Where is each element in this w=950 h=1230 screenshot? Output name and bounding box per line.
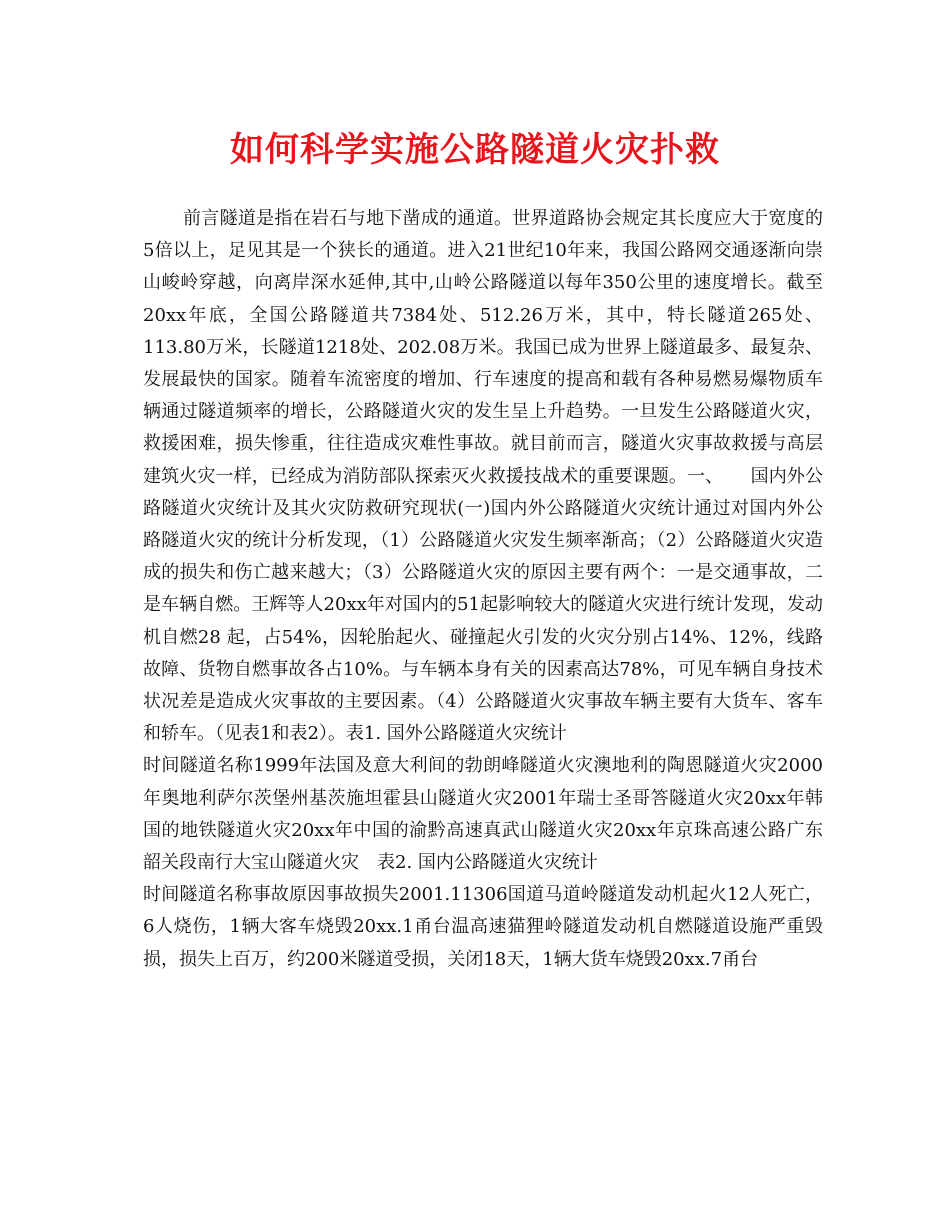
paragraph-intro: 前言隧道是指在岩石与地下凿成的通道。世界道路协会规定其长度应大于宽度的5倍以上，足见其是一个狭长的通道。进入21世纪10年来，我国公路网交通逐渐向崇山峻岭穿越，向离岸深水延伸,其中,山岭公路隧道以每年350公里的速度增长。截至20xx年底，全国公路隧道共7384处、512.26万米，其中，特长隧道265处、113.80万米，长隧道1218处、202.08万米。我国已成为世界上隧道最多、最复杂、发展最快的国家。随着车流密度的增加、行车速度的提高和载有各种易燃易爆物质车辆通过隧道频率的增长，公路隧道火灾的发生呈上升趋势。一旦发生公路隧道火灾，救援困难，损失惨重，往往造成灾难性事故。就目前而言，隧道火灾事故救援与高层建筑火灾一样，已经成为消防部队探索灭火救援技战术的重要课题。一、 国内外公路隧道火灾统计及其火灾防救研究现状(一)国内外公路隧道火灾统计通过对国内外公路隧道火灾的统计分析发现，（1）公路隧道火灾发生频率渐高；（2）公路隧道火灾造成的损失和伤亡越来越大；（3）公路隧道火灾的原因主要有两个：一是交通事故，二是车辆自燃。王辉等人20xx年对国内的51起影响较大的隧道火灾进行统计发现，发动机自燃28 起，占54%，因轮胎起火、碰撞起火引发的火灾分别占14%、12%，线路故障、货物自燃事故各占10%。与车辆本身有关的因素高达78%，可见车辆自身技术状况差是造成火灾事故的主要因素。（4）公路隧道火灾事故车辆主要有大货车、客车和轿车。（见表1和表2）。表1. 国外公路隧道火灾统计 — [143, 208, 823, 745]
document-body — [143, 203, 823, 976]
paragraph-table-2: 时间隧道名称事故原因事故损失2001.11306国道马道岭隧道发动机起火12人死亡，6人烧伤，1辆大客车烧毁20xx.1甬台温高速猫狸岭隧道发动机自燃隧道设施严重毁损，损失上百万，约200米隧道受损，关闭18天，1辆大货车烧毁20xx.7甬台 — [143, 884, 823, 970]
document-title: 如何科学实施公路隧道火灾扑救 — [230, 130, 720, 170]
paragraph-table-1: 时间隧道名称1999年法国及意大利间的勃朗峰隧道火灾澳地利的陶恩隧道火灾2000年奥地利萨尔茨堡州基茨施坦霍县山隧道火灾2001年瑞士圣哥答隧道火灾20xx年韩国的地铁隧道火灾20xx年中国的渝黔高速真武山隧道火灾20xx年京珠高速公路广东韶关段南行大宝山隧道火灾 表2. 国内公路隧道火灾统计 — [143, 755, 823, 874]
